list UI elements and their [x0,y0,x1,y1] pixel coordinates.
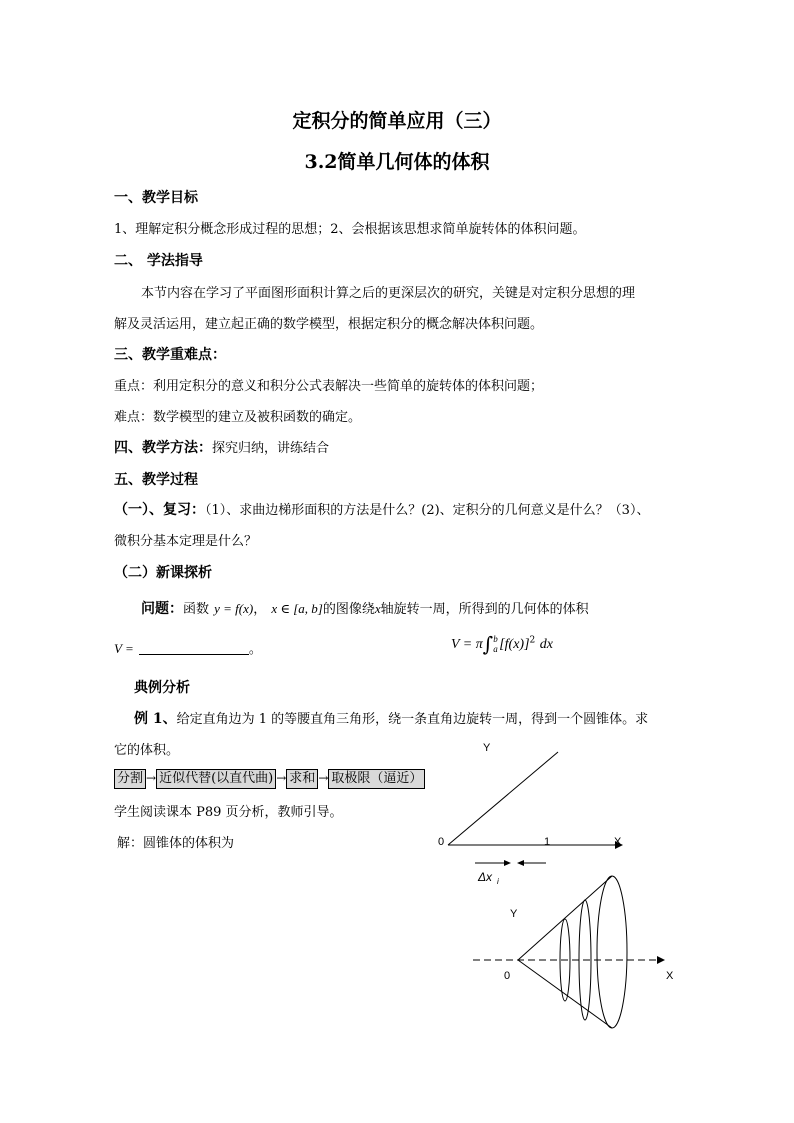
reading-note: 学生阅读课本 P89 页分析，教师引导。 [114,805,343,820]
question-label: 问题： [141,601,183,617]
fig1-origin-label: 0 [438,836,445,848]
new-lesson-heading: （二）新课探析 [114,565,212,581]
triangle-diagram [420,735,640,890]
flow-arrow-icon: → [318,770,329,785]
question-text-end: 轴旋转一周，所得到的几何体的体积 [380,602,589,617]
formula-lhs: V = π [451,637,483,652]
integrand: [f(x)] [499,637,530,652]
difficulty-text: 难点：数学模型的建立及被积函数的确定。 [114,410,362,425]
example-1-label: 例 1、 [134,711,177,727]
section-heading-method: 二、 学法指导 [114,253,203,269]
flow-step-approximate: 近似代替(以直代曲) [156,769,276,789]
differential: dx [539,637,553,652]
review-label: （一）、复习： [114,502,205,518]
right-arrow-icon [504,860,511,866]
delta-x-subscript: i [497,877,499,886]
integral-lower: a [493,644,498,654]
fig2-origin-label: 0 [504,970,511,982]
question-separator: ， [253,602,267,617]
volume-formula [451,632,553,656]
cone-diagram [468,868,683,1033]
review-questions: （1）、求曲边梯形面积的方法是什么？(2)、定积分的几何意义是什么？（3）、 [205,503,650,518]
question-line [141,598,589,618]
volume-blank-line [114,638,262,657]
examples-heading: 典例分析 [134,680,190,696]
fig2-y-label: Y [510,908,518,920]
process-flow [114,767,425,789]
cone-upper-edge [518,876,612,960]
example-1-line-2: 它的体积。 [114,743,180,758]
key-point-text: 重点：利用定积分的意义和积分公式表解决一些简单的旋转体的体积问题； [114,379,544,394]
domain-expression: x ∈ [a, b] [271,601,323,616]
integral-sign: ∫ [482,632,494,656]
flow-arrow-icon: → [146,770,157,785]
function-expression: y = f(x) [214,601,254,616]
solution-text: 解：圆锥体的体积为 [117,836,235,851]
page-title: 定积分的简单应用（三） [292,110,502,132]
fig1-y-label: Y [483,742,491,754]
example-1-text: 给定直角边为 1 的等腰直角三角形，绕一条直角边旋转一周，得到一个圆锥体。求 [176,712,649,727]
answer-blank[interactable] [139,654,249,655]
hypotenuse-line [448,752,558,845]
axis-variable: x [374,601,381,616]
teaching-method-text: 探究归纳，讲练结合 [212,441,330,456]
example-1-line-1 [134,708,648,728]
teaching-method-line [114,437,329,457]
method-line-2: 解及灵活运用，建立起正确的数学模型，根据定积分的概念解决体积问题。 [114,317,544,332]
section-heading-process: 五、教学过程 [114,472,198,488]
flow-arrow-icon: → [276,770,287,785]
integrand-exponent: 2 [529,635,536,646]
section-heading-goals: 一、教学目标 [114,190,198,206]
method-line-1: 本节内容在学习了平面图形面积计算之后的更深层次的研究，关键是对定积分思想的理 [141,286,636,301]
cone-base [597,876,627,1028]
flow-step-sum: 求和 [286,769,318,789]
question-text-mid: 的图像绕 [322,602,375,617]
teaching-method-label: 四、教学方法： [114,440,212,456]
delta-x-label: Δx [478,870,493,884]
volume-lhs: V = [114,641,134,656]
review-line-1 [114,499,649,519]
question-text-pre: 函数 [183,602,210,617]
fig1-one-label: 1 [544,836,551,848]
page-subtitle: 3.2简单几何体的体积 [304,151,490,173]
volume-period: 。 [248,642,262,657]
left-arrow-icon [517,860,524,866]
fig2-x-label: X [666,970,674,982]
goals-text: 1、理解定积分概念形成过程的思想；2、会根据该思想求简单旋转体的体积问题。 [114,222,586,237]
flow-step-divide: 分割 [114,769,146,789]
review-line-2: 微积分基本定理是什么？ [114,534,258,549]
section-heading-keypoints: 三、教学重难点： [114,347,226,363]
flow-step-limit: 取极限（逼近） [328,769,425,789]
integral-upper: b [493,634,498,644]
fig1-x-label: X [614,836,622,848]
axis-arrow-icon [657,956,665,964]
